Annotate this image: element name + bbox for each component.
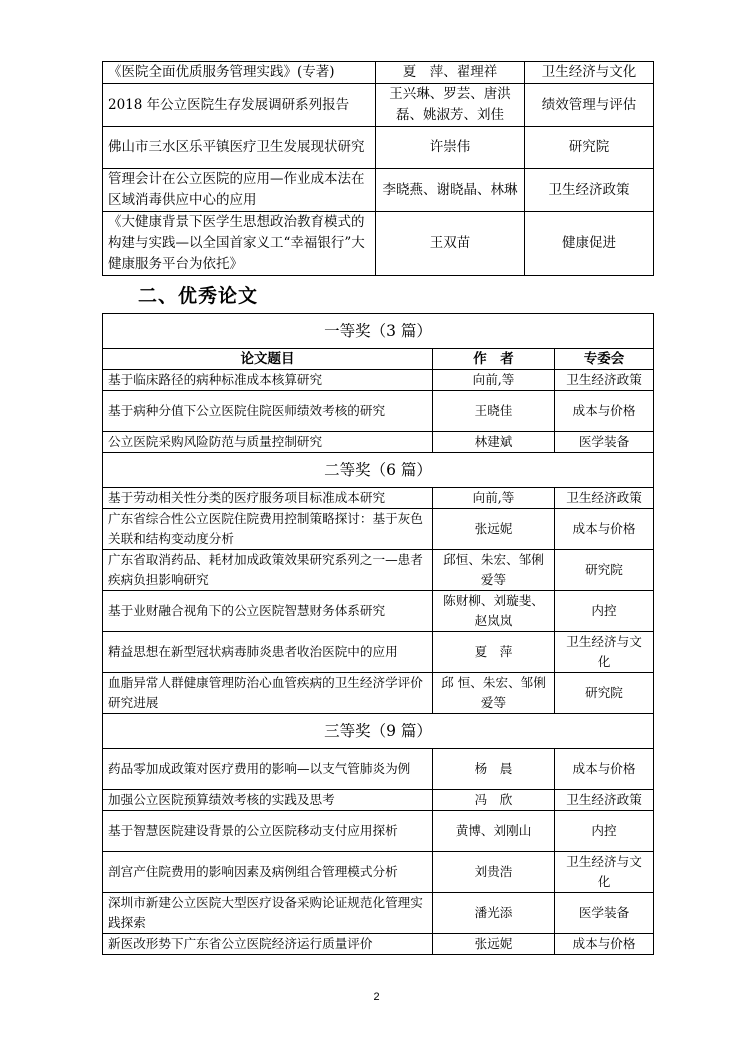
- committee-cell: 成本与价格: [555, 509, 654, 550]
- committee-cell: 成本与价格: [555, 391, 654, 432]
- author-cell: 向前,等: [433, 488, 555, 509]
- table-row: [103, 632, 654, 673]
- excellent-papers-table: [102, 313, 654, 955]
- title-cell: 管理会计在公立医院的应用—作业成本法在区域消毒供应中心的应用: [103, 169, 376, 212]
- committee-cell: 卫生经济政策: [555, 488, 654, 509]
- committee-cell: 卫生经济与文化: [555, 852, 654, 893]
- committee-cell: 卫生经济与文化: [555, 632, 654, 673]
- table-row: [103, 811, 654, 852]
- title-cell: 药品零加成政策对医疗费用的影响—以支气管肺炎为例: [103, 749, 433, 790]
- author-cell: 冯 欣: [433, 790, 555, 811]
- author-cell: 刘贵浩: [433, 852, 555, 893]
- table-row: [103, 169, 654, 212]
- title-cell: 血脂异常人群健康管理防治心血管疾病的卫生经济学评价研究进展: [103, 673, 433, 714]
- committee-cell: 内控: [555, 591, 654, 632]
- title-cell: 广东省综合性公立医院住院费用控制策略探讨：基于灰色关联和结构变动度分析: [103, 509, 433, 550]
- award-label: 一等奖（3 篇）: [103, 314, 654, 349]
- committee-cell: 内控: [555, 811, 654, 852]
- author-cell: 杨 晨: [433, 749, 555, 790]
- table-row: [103, 550, 654, 591]
- column-header-row: [103, 349, 654, 370]
- award-label: 二等奖（6 篇）: [103, 453, 654, 488]
- table-row: [103, 62, 654, 84]
- table-row: [103, 370, 654, 391]
- table-row: [103, 591, 654, 632]
- table-row: [103, 391, 654, 432]
- third-prize-header: [103, 714, 654, 749]
- title-cell: 基于智慧医院建设背景的公立医院移动支付应用探析: [103, 811, 433, 852]
- column-header-title: 论文题目: [103, 349, 433, 370]
- author-cell: 陈财柳、刘璇斐、赵岚岚: [433, 591, 555, 632]
- title-cell: 基于病种分值下公立医院住院医师绩效考核的研究: [103, 391, 433, 432]
- first-prize-header: [103, 314, 654, 349]
- author-cell: 林建斌: [433, 432, 555, 453]
- column-header-committee: 专委会: [555, 349, 654, 370]
- author-cell: 邱 恒、朱宏、邹俐爱等: [433, 673, 555, 714]
- table-row: [103, 509, 654, 550]
- author-cell: 潘光添: [433, 893, 555, 934]
- committee-cell: 研究院: [555, 550, 654, 591]
- committee-cell: 卫生经济政策: [555, 790, 654, 811]
- committee-cell: 卫生经济政策: [555, 370, 654, 391]
- committee-cell: 卫生经济与文化: [525, 62, 654, 84]
- author-cell: 夏 萍: [433, 632, 555, 673]
- title-cell: 深圳市新建公立医院大型医疗设备采购论证规范化管理实践探索: [103, 893, 433, 934]
- section-heading: 二、优秀论文: [138, 285, 259, 307]
- author-cell: 夏 萍、翟理祥: [376, 62, 525, 84]
- title-cell: 公立医院采购风险防范与质量控制研究: [103, 432, 433, 453]
- table-row: [103, 212, 654, 276]
- committee-cell: 成本与价格: [555, 934, 654, 955]
- author-cell: 邱恒、朱宏、邹俐爱等: [433, 550, 555, 591]
- research-results-table: [102, 61, 654, 276]
- title-cell: 基于临床路径的病种标准成本核算研究: [103, 370, 433, 391]
- committee-cell: 研究院: [555, 673, 654, 714]
- table-row: [103, 893, 654, 934]
- title-cell: 基于劳动相关性分类的医疗服务项目标准成本研究: [103, 488, 433, 509]
- author-cell: 向前,等: [433, 370, 555, 391]
- author-cell: 李晓燕、谢晓晶、林琳: [376, 169, 525, 212]
- title-cell: 《大健康背景下医学生思想政治教育模式的构建与实践—以全国首家义工“幸福银行”大健康服务平台为依托》: [103, 212, 376, 276]
- title-cell: 剖宫产住院费用的影响因素及病例组合管理模式分析: [103, 852, 433, 893]
- table-row: [103, 488, 654, 509]
- table-row: [103, 84, 654, 127]
- title-cell: 精益思想在新型冠状病毒肺炎患者收治医院中的应用: [103, 632, 433, 673]
- page-number: 2: [373, 991, 380, 1003]
- title-cell: 佛山市三水区乐平镇医疗卫生发展现状研究: [103, 127, 376, 169]
- author-cell: 王兴琳、罗芸、唐洪磊、姚淑芳、刘佳: [376, 84, 525, 127]
- author-cell: 王双苗: [376, 212, 525, 276]
- award-label: 三等奖（9 篇）: [103, 714, 654, 749]
- table-row: [103, 432, 654, 453]
- second-prize-header: [103, 453, 654, 488]
- title-cell: 2018 年公立医院生存发展调研系列报告: [103, 84, 376, 127]
- table-row: [103, 934, 654, 955]
- author-cell: 张远妮: [433, 934, 555, 955]
- title-cell: 新医改形势下广东省公立医院经济运行质量评价: [103, 934, 433, 955]
- author-cell: 张远妮: [433, 509, 555, 550]
- table-row: [103, 749, 654, 790]
- author-cell: 王晓佳: [433, 391, 555, 432]
- author-cell: 黄博、刘刚山: [433, 811, 555, 852]
- table-row: [103, 127, 654, 169]
- committee-cell: 医学装备: [555, 432, 654, 453]
- committee-cell: 成本与价格: [555, 749, 654, 790]
- table-row: [103, 852, 654, 893]
- committee-cell: 卫生经济政策: [525, 169, 654, 212]
- title-cell: 基于业财融合视角下的公立医院智慧财务体系研究: [103, 591, 433, 632]
- committee-cell: 医学装备: [555, 893, 654, 934]
- title-cell: 加强公立医院预算绩效考核的实践及思考: [103, 790, 433, 811]
- table-row: [103, 673, 654, 714]
- author-cell: 许崇伟: [376, 127, 525, 169]
- table-row: [103, 790, 654, 811]
- title-cell: 《医院全面优质服务管理实践》(专著): [103, 62, 376, 84]
- committee-cell: 研究院: [525, 127, 654, 169]
- column-header-author: 作 者: [433, 349, 555, 370]
- committee-cell: 绩效管理与评估: [525, 84, 654, 127]
- title-cell: 广东省取消药品、耗材加成政策效果研究系列之一—患者疾病负担影响研究: [103, 550, 433, 591]
- committee-cell: 健康促进: [525, 212, 654, 276]
